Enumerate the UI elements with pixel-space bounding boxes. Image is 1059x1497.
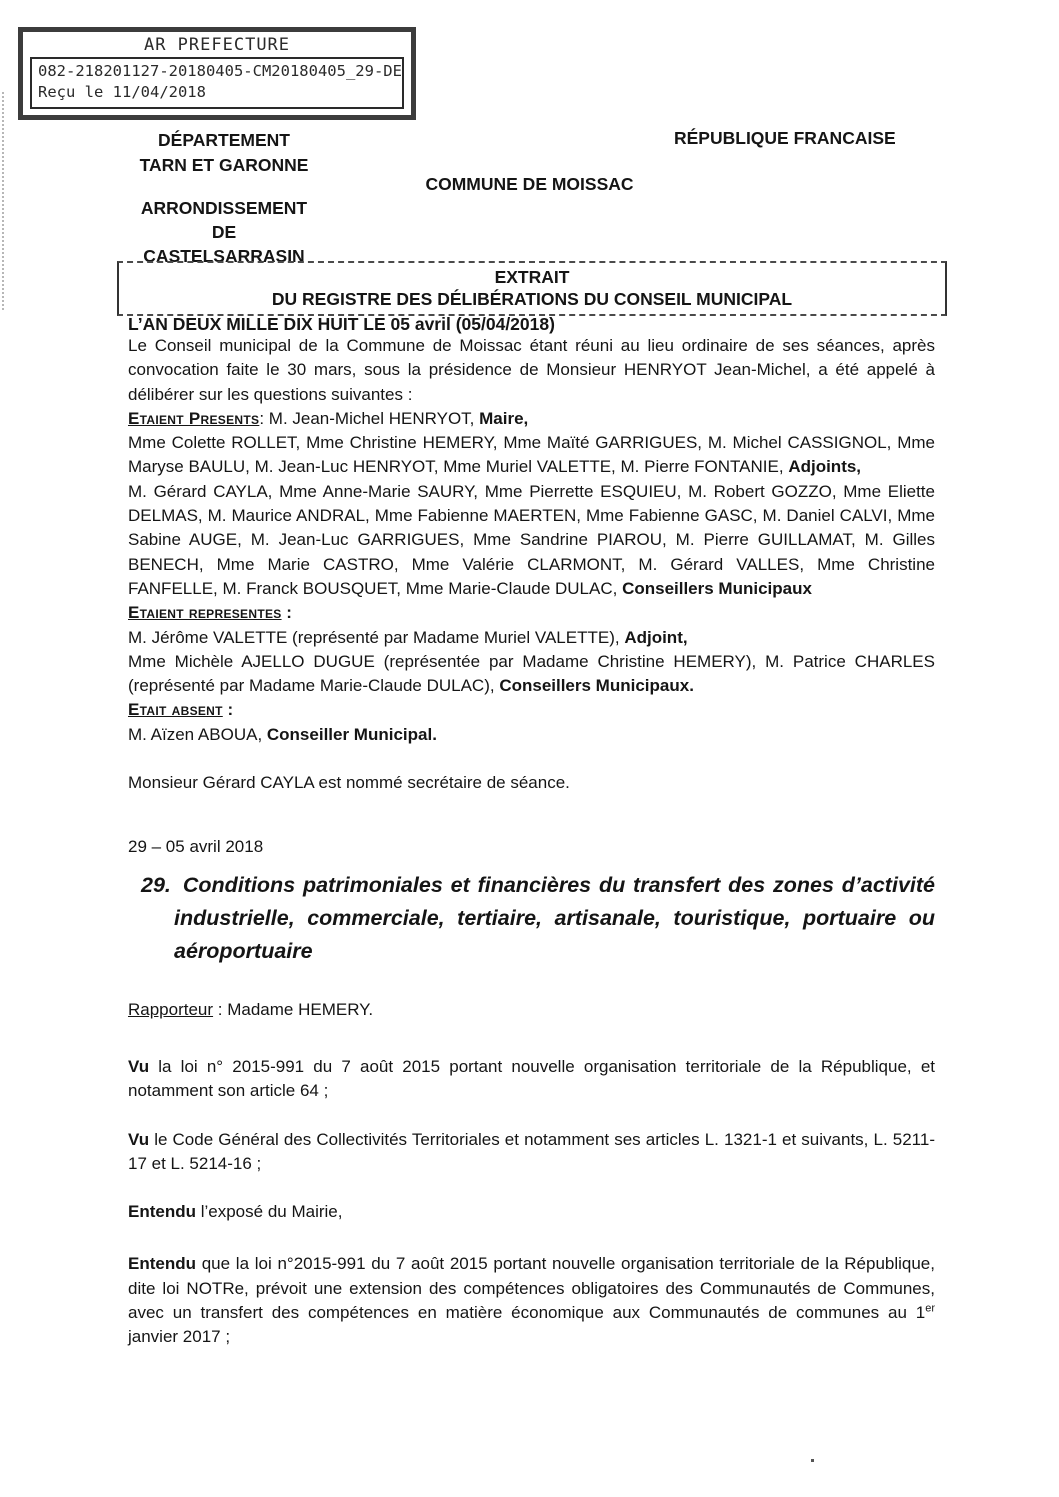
represented-label: Etaient representes — [128, 603, 282, 623]
present-section: Etaient Presents: M. Jean-Michel HENRYOT, Maire, — [128, 408, 529, 428]
vu-paragraph-2: Vu le Code Général des Collectivités Territoriales et notamment ses articles L. 1321-1 et suivants, L. 5211-17 et L. 5214-16 ; — [128, 1129, 935, 1173]
conseillers-list: M. Gérard CAYLA, Mme Anne-Marie SAURY, Mme Pierrette ESQUIEU, M. Robert GOZZO, Mme Eliette DELMAS, M. Maurice ANDRAL, Mme Fabienne MAERTEN, Mme Fabienne GASC, M. Daniel CALVI, Mme Sabine AUGE, M. Jean-Luc GARRIGUES, Mme Sandrine PIAROU, M. Pierre GUILLAMAT, M. Gilles BENECH, Mme Marie CASTRO, Mme Valérie CLARMONT, M. Gérard VALLES, Mme Christine FANFELLE, M. Franck BOUSQUET, Mme Marie-Claude DULAC, Conseillers Municipaux — [128, 481, 935, 598]
deliberation-heading — [128, 869, 935, 968]
scan-artifact-line — [2, 92, 4, 310]
extract-title-box — [117, 261, 947, 316]
intro-paragraph: Le Conseil municipal de la Commune de Moissac étant réuni au lieu ordinaire de ses séances, après convocation faite le 30 mars, sous la présidence de Monsieur HENRYOT Jean-Michel, a été appelé à délibérer sur les questions suivantes : — [128, 336, 935, 404]
represented-heading: Etaient representes : — [128, 603, 292, 623]
adjoints-role: Adjoints, — [788, 457, 862, 477]
scan-artifact-dot — [811, 1459, 814, 1462]
prefecture-stamp-box — [18, 27, 416, 120]
represented-item-1: M. Jérôme VALETTE (représenté par Madame Muriel VALETTE), Adjoint, — [128, 627, 688, 647]
present-label: Etaient Presents — [128, 408, 260, 428]
adjoints-list: Mme Colette ROLLET, Mme Christine HEMERY, Mme Maïté GARRIGUES, M. Michel CASSIGNOL, Mme Maryse BAULU, M. Jean-Luc HENRYOT, Mme Muriel VALETTE, M. Pierre FONTANIE, Adjoints, — [128, 433, 935, 477]
document-body — [128, 334, 935, 1350]
absent-label: Etait absent — [128, 700, 223, 720]
extract-title-line2: DU REGISTRE DES DÉLIBÉRATIONS DU CONSEIL MUNICIPAL — [271, 289, 793, 309]
item-reference: 29 – 05 avril 2018 — [128, 837, 264, 857]
heading-title: Conditions patrimoniales et financières du transfert des zones d’activité industrielle, commerciale, tertiaire, artisanale, touristique, portuaire ou aéroportuaire — [174, 872, 935, 963]
entendu-paragraph-1: Entendu l’exposé du Mairie, — [128, 1202, 343, 1222]
heading-number: 29. — [141, 872, 171, 897]
entendu-paragraph-2: Entendu que la loi n°2015-991 du 7 août 2015 portant nouvelle organisation territoriale de la République, dite loi NOTRe, prévoit une extension des compétences obligatoires des Communautés de Communes, avec un transfert des compétences en matière économique aux Communautés de communes au 1er janvier 2017 ; — [128, 1254, 935, 1347]
secretary-line: Monsieur Gérard CAYLA est nommé secrétaire de séance. — [128, 773, 570, 793]
rapporteur-line: Rapporteur : Madame HEMERY. — [128, 999, 374, 1019]
vu-paragraph-1: Vu la loi n° 2015-991 du 7 août 2015 portant nouvelle organisation territoriale de la République, et notamment son article 64 ; — [128, 1056, 935, 1101]
absent-heading: Etait absent : — [128, 700, 234, 720]
department-label: DÉPARTEMENT TARN ET GARONNE — [139, 130, 309, 175]
republic-label: RÉPUBLIQUE FRANCAISE — [674, 128, 896, 148]
stamp-title: AR PREFECTURE — [143, 35, 291, 55]
extract-title-line1: EXTRAIT — [494, 267, 570, 287]
superscript-er: er — [925, 1302, 935, 1315]
arrondissement-label: ARRONDISSEMENT DE CASTELSARRASIN — [140, 198, 308, 266]
stamp-received-date: Reçu le 11/04/2018 — [38, 83, 206, 101]
session-date-line: L’AN DEUX MILLE DIX HUIT LE 05 avril (05/04/2018) — [128, 314, 555, 334]
stamp-code: 082-218201127-20180405-CM20180405_29-DE — [38, 62, 402, 80]
conseiller-role: Conseiller Municipal. — [266, 724, 437, 744]
rapporteur-label: Rapporteur — [128, 999, 214, 1019]
mayor-role: Maire, — [479, 408, 529, 428]
adjoint-role: Adjoint, — [624, 627, 688, 647]
commune-label: COMMUNE DE MOISSAC — [425, 174, 634, 194]
absent-item: M. Aïzen ABOUA, Conseiller Municipal. — [128, 724, 437, 744]
conseillers-role: Conseillers Municipaux — [622, 578, 812, 598]
stamp-inner-box — [30, 57, 404, 109]
represented-item-2: Mme Michèle AJELLO DUGUE (représentée par Madame Christine HEMERY), M. Patrice CHARLES (représenté par Madame Marie-Claude DULAC), Conseillers Municipaux. — [128, 651, 935, 696]
